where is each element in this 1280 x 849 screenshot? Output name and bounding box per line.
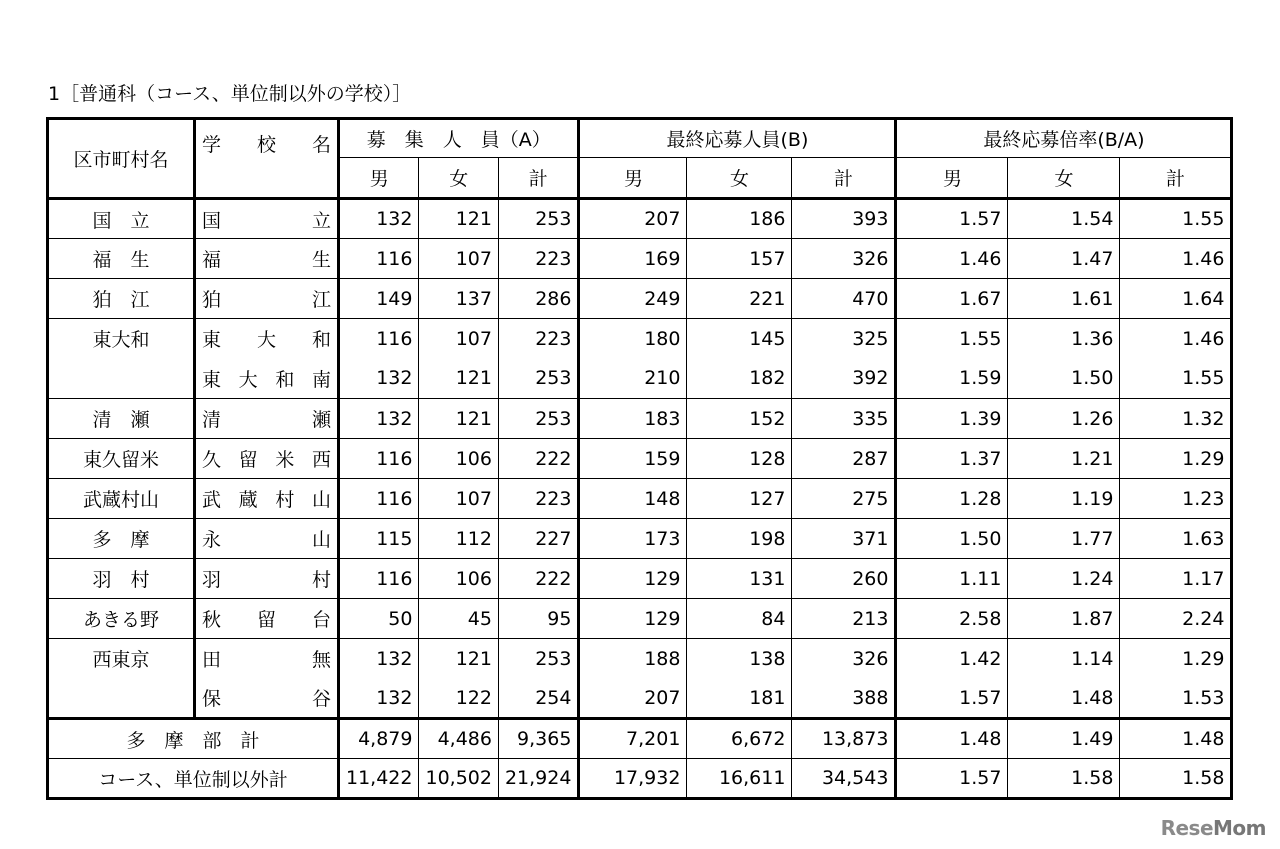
value-cell: 1.46 xyxy=(1120,239,1232,279)
area-cell: 東大和 xyxy=(48,319,195,359)
school-name-char: 留 xyxy=(256,609,276,631)
value-cell: 132 xyxy=(339,199,419,239)
value-cell: 149 xyxy=(339,279,419,319)
header-female: 女 xyxy=(687,158,792,199)
value-cell: 1.48 xyxy=(1120,719,1232,759)
area-cell: 清 瀬 xyxy=(48,399,195,439)
school-cell xyxy=(195,439,339,479)
total-label: 多 摩 部 計 xyxy=(48,719,339,759)
school-cell xyxy=(195,399,339,439)
school-name-char: 保 xyxy=(202,688,222,711)
value-cell: 116 xyxy=(339,479,419,519)
value-cell: 21,924 xyxy=(498,759,578,799)
value-cell: 1.36 xyxy=(1008,319,1120,359)
value-cell: 1.58 xyxy=(1120,759,1232,799)
school-name-char: 東 xyxy=(202,368,222,391)
header-row-1 xyxy=(48,119,1232,158)
value-cell: 157 xyxy=(687,239,792,279)
table-row xyxy=(48,479,1232,519)
total-row xyxy=(48,759,1232,799)
school-name-char: 江 xyxy=(311,289,331,311)
value-cell: 121 xyxy=(419,639,498,679)
school-name-char: 谷 xyxy=(311,688,331,711)
header-applicants: 最終応募人員(B) xyxy=(579,119,896,158)
value-cell: 198 xyxy=(687,519,792,559)
value-cell: 1.32 xyxy=(1120,399,1232,439)
value-cell: 186 xyxy=(687,199,792,239)
value-cell: 1.37 xyxy=(896,439,1008,479)
school-name-char: 村 xyxy=(275,489,295,511)
table-row xyxy=(48,239,1232,279)
value-cell: 131 xyxy=(687,559,792,599)
header-female: 女 xyxy=(419,158,498,199)
value-cell: 1.63 xyxy=(1120,519,1232,559)
value-cell: 1.48 xyxy=(896,719,1008,759)
value-cell: 4,486 xyxy=(419,719,498,759)
school-name-char: 狛 xyxy=(202,289,222,311)
value-cell: 335 xyxy=(792,399,896,439)
area-cell: 東久留米 xyxy=(48,439,195,479)
school-name-char: 永 xyxy=(202,529,222,551)
value-cell: 34,543 xyxy=(792,759,896,799)
school-cell xyxy=(195,199,339,239)
value-cell: 1.55 xyxy=(1120,359,1232,399)
value-cell: 275 xyxy=(792,479,896,519)
total-label: コース、単位制以外計 xyxy=(48,759,339,799)
school-name-char: 羽 xyxy=(202,569,222,591)
value-cell: 148 xyxy=(579,479,687,519)
value-cell: 129 xyxy=(579,599,687,639)
value-cell: 326 xyxy=(792,239,896,279)
value-cell: 9,365 xyxy=(498,719,578,759)
resemom-logo: ReseMom xyxy=(1160,816,1266,840)
value-cell: 1.28 xyxy=(896,479,1008,519)
value-cell: 11,422 xyxy=(339,759,419,799)
school-name-char: 米 xyxy=(275,449,295,471)
value-cell: 137 xyxy=(419,279,498,319)
value-cell: 122 xyxy=(419,679,498,719)
value-cell: 227 xyxy=(498,519,578,559)
value-cell: 1.19 xyxy=(1008,479,1120,519)
school-name-char: 大 xyxy=(238,368,258,391)
value-cell: 2.24 xyxy=(1120,599,1232,639)
value-cell: 1.54 xyxy=(1008,199,1120,239)
value-cell: 207 xyxy=(579,199,687,239)
value-cell: 132 xyxy=(339,359,419,399)
school-name-char: 久 xyxy=(202,449,222,471)
value-cell: 1.47 xyxy=(1008,239,1120,279)
value-cell: 223 xyxy=(498,239,578,279)
header-male: 男 xyxy=(579,158,687,199)
value-cell: 207 xyxy=(579,679,687,719)
header-female: 女 xyxy=(1008,158,1120,199)
table-row xyxy=(48,639,1232,679)
value-cell: 221 xyxy=(687,279,792,319)
school-cell xyxy=(195,639,339,679)
table-row xyxy=(48,519,1232,559)
school-name-char: 西 xyxy=(311,449,331,471)
table-body xyxy=(48,199,1232,799)
value-cell: 169 xyxy=(579,239,687,279)
value-cell: 181 xyxy=(687,679,792,719)
school-name-char: 国 xyxy=(202,209,222,232)
value-cell: 1.23 xyxy=(1120,479,1232,519)
school-name-char: 生 xyxy=(311,249,331,271)
value-cell: 10,502 xyxy=(419,759,498,799)
header-school-char: 名 xyxy=(311,134,331,156)
value-cell: 1.26 xyxy=(1008,399,1120,439)
value-cell: 106 xyxy=(419,439,498,479)
value-cell: 1.53 xyxy=(1120,679,1232,719)
table-row xyxy=(48,679,1232,719)
value-cell: 1.64 xyxy=(1120,279,1232,319)
school-name-char: 和 xyxy=(311,329,331,352)
school-name-char: 山 xyxy=(311,489,331,511)
table-row xyxy=(48,319,1232,359)
value-cell: 116 xyxy=(339,319,419,359)
school-name-char: 東 xyxy=(202,329,222,352)
value-cell: 1.48 xyxy=(1008,679,1120,719)
table-title: 1［普通科（コース、単位制以外の学校）］ xyxy=(48,83,412,105)
school-name-char: 蔵 xyxy=(238,489,258,511)
value-cell: 1.87 xyxy=(1008,599,1120,639)
value-cell: 159 xyxy=(579,439,687,479)
school-name-char: 無 xyxy=(311,649,331,672)
value-cell: 107 xyxy=(419,319,498,359)
value-cell: 1.58 xyxy=(1008,759,1120,799)
value-cell: 107 xyxy=(419,479,498,519)
header-school-char: 校 xyxy=(256,134,276,156)
area-cell: 西東京 xyxy=(48,639,195,679)
value-cell: 115 xyxy=(339,519,419,559)
school-cell xyxy=(195,279,339,319)
area-cell: 武蔵村山 xyxy=(48,479,195,519)
header-recruitment: 募 集 人 員（A） xyxy=(339,119,579,158)
value-cell: 132 xyxy=(339,399,419,439)
school-cell xyxy=(195,559,339,599)
value-cell: 1.46 xyxy=(896,239,1008,279)
value-cell: 388 xyxy=(792,679,896,719)
value-cell: 132 xyxy=(339,679,419,719)
value-cell: 182 xyxy=(687,359,792,399)
table-row xyxy=(48,399,1232,439)
value-cell: 210 xyxy=(579,359,687,399)
school-name-char: 山 xyxy=(311,529,331,551)
value-cell: 17,932 xyxy=(579,759,687,799)
school-name-char: 台 xyxy=(311,609,331,631)
school-name-char: 田 xyxy=(202,649,222,672)
value-cell: 1.50 xyxy=(1008,359,1120,399)
value-cell: 6,672 xyxy=(687,719,792,759)
header-school-char: 学 xyxy=(202,134,222,156)
area-cell: 狛 江 xyxy=(48,279,195,319)
header-total: 計 xyxy=(1120,158,1232,199)
area-cell: 福 生 xyxy=(48,239,195,279)
value-cell: 127 xyxy=(687,479,792,519)
value-cell: 1.55 xyxy=(896,319,1008,359)
value-cell: 1.57 xyxy=(896,199,1008,239)
value-cell: 222 xyxy=(498,439,578,479)
value-cell: 145 xyxy=(687,319,792,359)
value-cell: 1.42 xyxy=(896,639,1008,679)
school-name-char: 福 xyxy=(202,249,222,271)
value-cell: 1.29 xyxy=(1120,639,1232,679)
value-cell: 1.55 xyxy=(1120,199,1232,239)
value-cell: 393 xyxy=(792,199,896,239)
value-cell: 50 xyxy=(339,599,419,639)
value-cell: 129 xyxy=(579,559,687,599)
area-cell: 羽 村 xyxy=(48,559,195,599)
school-name-char: 瀬 xyxy=(311,409,331,431)
value-cell: 1.24 xyxy=(1008,559,1120,599)
header-male: 男 xyxy=(339,158,419,199)
value-cell: 371 xyxy=(792,519,896,559)
table-row xyxy=(48,279,1232,319)
school-cell xyxy=(195,599,339,639)
header-male: 男 xyxy=(896,158,1008,199)
value-cell: 1.57 xyxy=(896,759,1008,799)
school-name-char: 留 xyxy=(238,449,258,471)
school-cell xyxy=(195,319,339,359)
value-cell: 128 xyxy=(687,439,792,479)
header-school xyxy=(195,119,339,199)
value-cell: 4,879 xyxy=(339,719,419,759)
value-cell: 213 xyxy=(792,599,896,639)
school-name-char: 武 xyxy=(202,489,222,511)
value-cell: 45 xyxy=(419,599,498,639)
value-cell: 392 xyxy=(792,359,896,399)
header-ratio: 最終応募倍率(B/A) xyxy=(896,119,1232,158)
area-cell: あきる野 xyxy=(48,599,195,639)
value-cell: 286 xyxy=(498,279,578,319)
value-cell: 470 xyxy=(792,279,896,319)
value-cell: 138 xyxy=(687,639,792,679)
value-cell: 253 xyxy=(498,199,578,239)
value-cell: 180 xyxy=(579,319,687,359)
value-cell: 16,611 xyxy=(687,759,792,799)
value-cell: 223 xyxy=(498,479,578,519)
value-cell: 1.77 xyxy=(1008,519,1120,559)
value-cell: 1.57 xyxy=(896,679,1008,719)
value-cell: 1.67 xyxy=(896,279,1008,319)
value-cell: 249 xyxy=(579,279,687,319)
value-cell: 253 xyxy=(498,639,578,679)
table-row xyxy=(48,359,1232,399)
value-cell: 1.29 xyxy=(1120,439,1232,479)
area-cell xyxy=(48,359,195,399)
table-row xyxy=(48,599,1232,639)
value-cell: 116 xyxy=(339,559,419,599)
value-cell: 13,873 xyxy=(792,719,896,759)
value-cell: 183 xyxy=(579,399,687,439)
value-cell: 116 xyxy=(339,239,419,279)
table-row xyxy=(48,199,1232,239)
value-cell: 112 xyxy=(419,519,498,559)
value-cell: 1.17 xyxy=(1120,559,1232,599)
value-cell: 2.58 xyxy=(896,599,1008,639)
value-cell: 121 xyxy=(419,399,498,439)
school-name-char: 秋 xyxy=(202,609,222,631)
value-cell: 121 xyxy=(419,199,498,239)
school-cell xyxy=(195,479,339,519)
application-stats-table xyxy=(46,117,1233,800)
value-cell: 253 xyxy=(498,359,578,399)
header-total: 計 xyxy=(498,158,578,199)
value-cell: 325 xyxy=(792,319,896,359)
area-cell xyxy=(48,679,195,719)
value-cell: 107 xyxy=(419,239,498,279)
school-cell xyxy=(195,679,339,719)
value-cell: 1.46 xyxy=(1120,319,1232,359)
area-cell: 国 立 xyxy=(48,199,195,239)
school-name-char: 大 xyxy=(256,329,276,352)
school-name-char: 村 xyxy=(311,569,331,591)
value-cell: 173 xyxy=(579,519,687,559)
school-cell xyxy=(195,359,339,399)
value-cell: 1.49 xyxy=(1008,719,1120,759)
value-cell: 1.50 xyxy=(896,519,1008,559)
school-name-char: 和 xyxy=(275,368,295,391)
value-cell: 95 xyxy=(498,599,578,639)
value-cell: 260 xyxy=(792,559,896,599)
table-row xyxy=(48,439,1232,479)
value-cell: 84 xyxy=(687,599,792,639)
value-cell: 1.21 xyxy=(1008,439,1120,479)
school-cell xyxy=(195,519,339,559)
value-cell: 254 xyxy=(498,679,578,719)
total-row xyxy=(48,719,1232,759)
school-name-char: 清 xyxy=(202,409,222,431)
value-cell: 253 xyxy=(498,399,578,439)
value-cell: 222 xyxy=(498,559,578,599)
school-cell xyxy=(195,239,339,279)
table-row xyxy=(48,559,1232,599)
area-cell: 多 摩 xyxy=(48,519,195,559)
value-cell: 1.39 xyxy=(896,399,1008,439)
value-cell: 188 xyxy=(579,639,687,679)
value-cell: 1.61 xyxy=(1008,279,1120,319)
value-cell: 121 xyxy=(419,359,498,399)
value-cell: 152 xyxy=(687,399,792,439)
header-area: 区市町村名 xyxy=(48,119,195,199)
value-cell: 1.59 xyxy=(896,359,1008,399)
school-name-char: 立 xyxy=(311,209,331,232)
value-cell: 223 xyxy=(498,319,578,359)
value-cell: 106 xyxy=(419,559,498,599)
value-cell: 132 xyxy=(339,639,419,679)
value-cell: 7,201 xyxy=(579,719,687,759)
school-name-char: 南 xyxy=(311,368,331,391)
value-cell: 116 xyxy=(339,439,419,479)
header-total: 計 xyxy=(792,158,896,199)
value-cell: 1.11 xyxy=(896,559,1008,599)
value-cell: 326 xyxy=(792,639,896,679)
value-cell: 1.14 xyxy=(1008,639,1120,679)
value-cell: 287 xyxy=(792,439,896,479)
